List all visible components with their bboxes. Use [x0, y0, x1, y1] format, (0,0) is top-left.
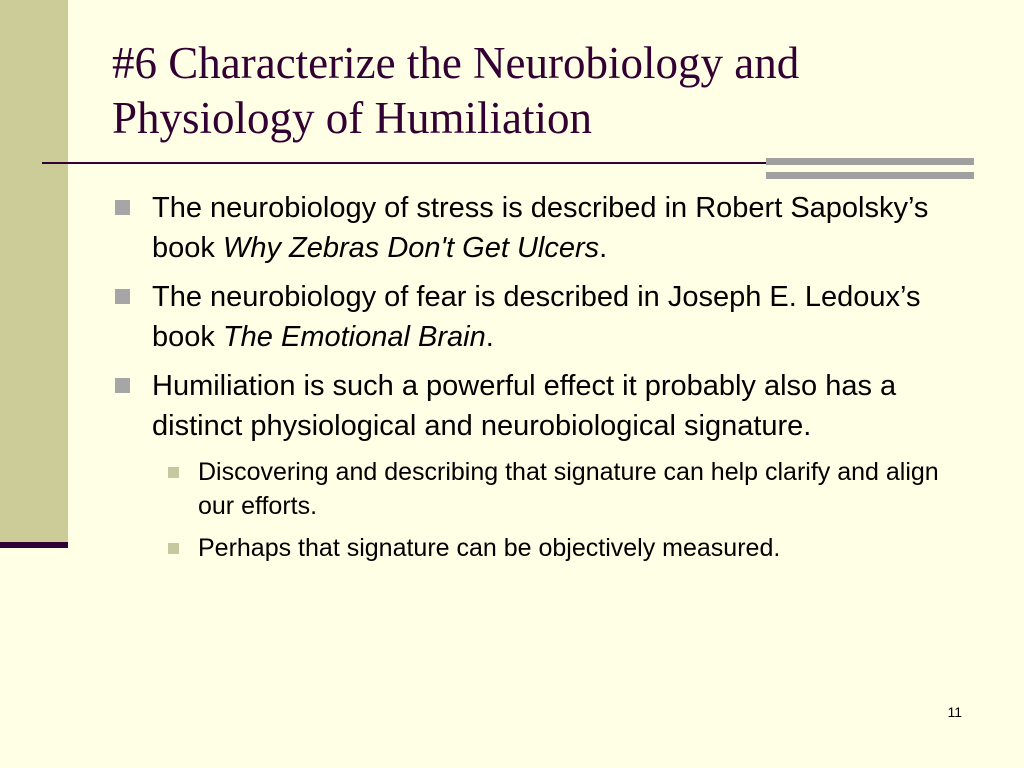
bullet-text-end: .: [599, 232, 608, 264]
bullet-text: Humiliation is such a powerful effect it probably also has a distinct physiological and neurobiological signature.: [152, 370, 897, 442]
bullet-text: The neurobiology of stress is described in Robert Sapolsky’s book: [152, 192, 929, 264]
page-number: 11: [947, 704, 962, 720]
sub-bullet-item: [166, 531, 972, 565]
square-bullet-icon: [115, 378, 130, 393]
square-bullet-icon: [115, 200, 130, 215]
sub-bullet-text: Perhaps that signature can be objectively measured.: [198, 534, 781, 562]
square-bullet-icon: [168, 467, 179, 478]
slide-body: [112, 188, 972, 573]
bullet-item: [112, 366, 972, 446]
bullet-text-end: .: [485, 321, 494, 353]
square-bullet-icon: [115, 289, 130, 304]
book-title: The Emotional Brain: [222, 321, 486, 353]
square-bullet-icon: [168, 543, 179, 554]
sub-bullet-text: Discovering and describing that signature can help clarify and align our efforts.: [198, 458, 939, 520]
sub-bullet-item: [166, 455, 972, 523]
side-band-rule: [0, 542, 68, 548]
bullet-item: [112, 188, 972, 268]
slide-title: #6 Characterize the Neurobiology and Physiology of Humiliation: [112, 38, 800, 143]
title-accent-bar-top: [766, 158, 974, 165]
bullet-text: The neurobiology of fear is described in Joseph E. Ledoux’s book: [152, 281, 921, 353]
title-accent-bar-bottom: [766, 172, 974, 179]
bullet-item: [112, 277, 972, 357]
side-band: [0, 0, 68, 542]
book-title: Why Zebras Don't Get Ulcers: [222, 232, 600, 264]
